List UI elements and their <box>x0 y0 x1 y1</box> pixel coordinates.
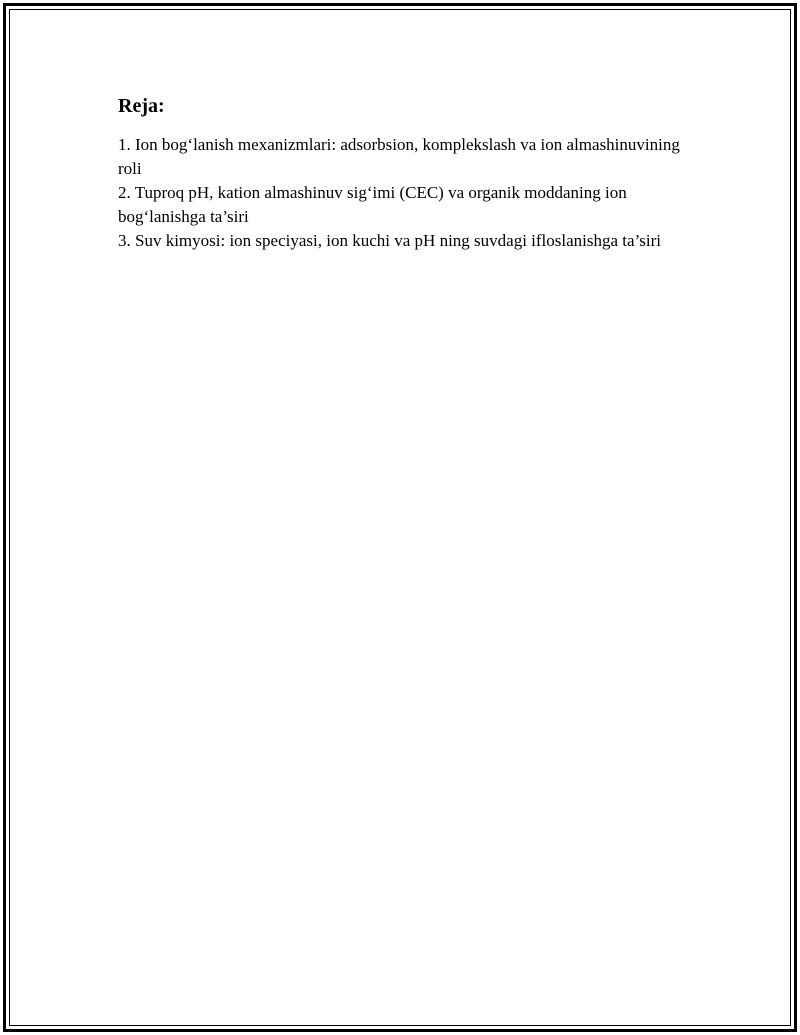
plan-heading: Reja: <box>118 95 165 117</box>
plan-item-3: 3. Suv kimyosi: ion speciyasi, ion kuchi va pH ning suvdagi ifloslanishga ta’siri <box>118 231 662 250</box>
plan-list <box>118 133 693 253</box>
plan-section <box>118 92 693 253</box>
plan-item-1: 1. Ion bog‘lanish mexanizmlari: adsorbsion, komplekslash va ion almashinuvining roli <box>118 135 680 178</box>
plan-item-2: 2. Tuproq pH, kation almashinuv sig‘imi (CEC) va organik moddaning ion bog‘lanishga ta’siri <box>118 183 627 226</box>
